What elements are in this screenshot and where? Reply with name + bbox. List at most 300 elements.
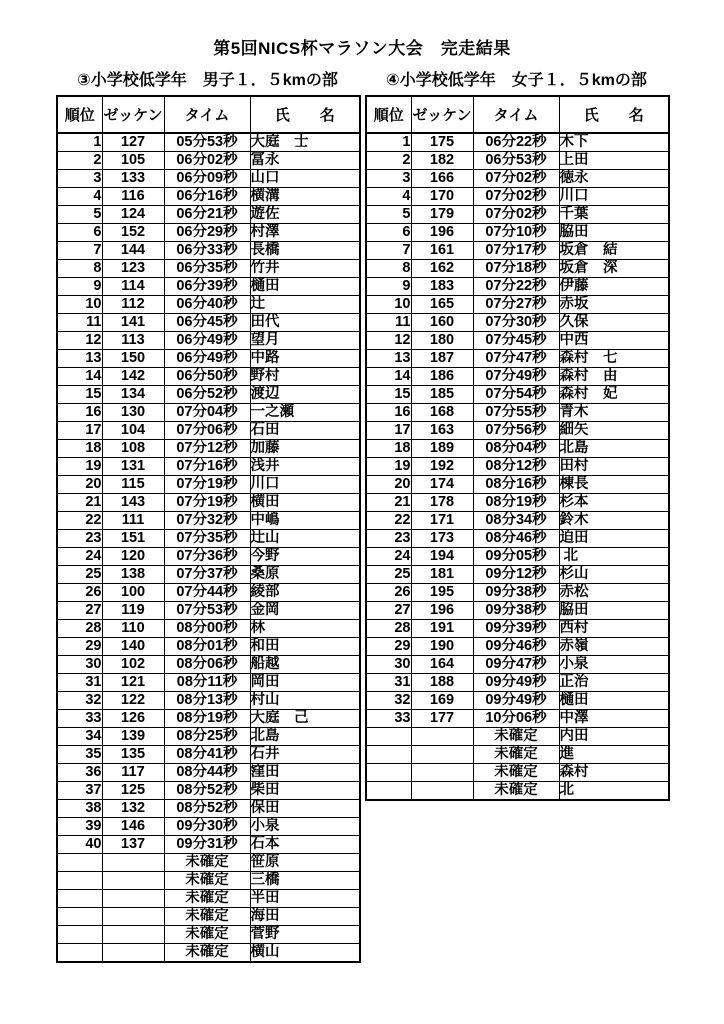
name-cell: 石田 (250, 422, 360, 440)
boys-table-header (57, 96, 360, 133)
result-row (366, 296, 669, 314)
rank-cell: 9 (366, 278, 411, 296)
girls-results-section (365, 70, 668, 801)
time-cell: 07分47秒 (473, 350, 559, 368)
name-cell: 迫田 (559, 530, 669, 548)
rank-cell: 20 (366, 476, 411, 494)
name-cell: 森村 妃 (559, 386, 669, 404)
time-cell: 未確定 (164, 944, 250, 963)
page-title: 第5回NICS杯マラソン大会 完走結果 (213, 39, 511, 58)
result-row (57, 764, 360, 782)
time-cell: 09分46秒 (473, 638, 559, 656)
name-cell: 森村 由 (559, 368, 669, 386)
time-cell: 06分52秒 (164, 386, 250, 404)
rank-cell: 3 (57, 170, 102, 188)
time-cell: 10分06秒 (473, 710, 559, 728)
bib-cell: 117 (102, 764, 164, 782)
time-cell: 08分34秒 (473, 512, 559, 530)
bib-cell: 151 (102, 530, 164, 548)
col-header-rank: 順位 (366, 96, 411, 133)
time-cell: 07分10秒 (473, 224, 559, 242)
name-cell: 辻 (250, 296, 360, 314)
name-cell: 大庭 士 (250, 133, 360, 152)
time-cell: 08分16秒 (473, 476, 559, 494)
bib-cell: 180 (411, 332, 473, 350)
rank-cell: 13 (57, 350, 102, 368)
name-cell: 杉山 (559, 566, 669, 584)
time-cell: 08分25秒 (164, 728, 250, 746)
rank-cell: 15 (57, 386, 102, 404)
time-cell: 07分30秒 (473, 314, 559, 332)
bib-cell: 139 (102, 728, 164, 746)
rank-cell: 11 (366, 314, 411, 332)
rank-cell: 33 (57, 710, 102, 728)
rank-cell: 29 (366, 638, 411, 656)
time-cell: 06分49秒 (164, 350, 250, 368)
bib-cell: 113 (102, 332, 164, 350)
name-cell: 冨永 (250, 152, 360, 170)
time-cell: 08分12秒 (473, 458, 559, 476)
name-cell: 進 (559, 746, 669, 764)
rank-cell: 25 (366, 566, 411, 584)
rank-cell: 31 (57, 674, 102, 692)
rank-cell: 12 (57, 332, 102, 350)
time-cell: 08分52秒 (164, 782, 250, 800)
bib-cell: 187 (411, 350, 473, 368)
rank-cell: 6 (57, 224, 102, 242)
bib-cell (102, 926, 164, 944)
time-cell: 09分12秒 (473, 566, 559, 584)
rank-cell: 27 (366, 602, 411, 620)
result-row (366, 260, 669, 278)
result-row (57, 133, 360, 152)
rank-cell: 26 (57, 584, 102, 602)
bib-cell (102, 872, 164, 890)
name-cell: 中西 (559, 332, 669, 350)
time-cell: 06分45秒 (164, 314, 250, 332)
name-cell: 林 (250, 620, 360, 638)
name-cell: 坂倉 結 (559, 242, 669, 260)
boys-results-section (56, 70, 359, 963)
time-cell: 08分13秒 (164, 692, 250, 710)
rank-cell: 38 (57, 800, 102, 818)
rank-cell: 5 (57, 206, 102, 224)
name-cell: 小泉 (559, 656, 669, 674)
result-row (366, 476, 669, 494)
bib-cell: 189 (411, 440, 473, 458)
bib-cell: 114 (102, 278, 164, 296)
rank-cell: 1 (57, 133, 102, 152)
time-cell: 07分16秒 (164, 458, 250, 476)
rank-cell: 34 (57, 728, 102, 746)
bib-cell: 152 (102, 224, 164, 242)
rank-cell: 28 (57, 620, 102, 638)
name-cell: 西村 (559, 620, 669, 638)
result-row (57, 620, 360, 638)
rank-cell: 11 (57, 314, 102, 332)
time-cell: 08分19秒 (473, 494, 559, 512)
result-row (57, 494, 360, 512)
result-row (57, 872, 360, 890)
time-cell: 未確定 (164, 926, 250, 944)
girls-results-table (365, 95, 670, 801)
time-cell: 07分02秒 (473, 188, 559, 206)
name-cell: 北 (559, 782, 669, 801)
rank-cell: 20 (57, 476, 102, 494)
time-cell: 08分04秒 (473, 440, 559, 458)
result-row (57, 548, 360, 566)
bib-cell: 183 (411, 278, 473, 296)
girls-table-body (366, 133, 669, 800)
rank-cell: 37 (57, 782, 102, 800)
time-cell: 06分50秒 (164, 368, 250, 386)
name-cell: 菅野 (250, 926, 360, 944)
bib-cell: 165 (411, 296, 473, 314)
bib-cell: 192 (411, 458, 473, 476)
name-cell: 徳永 (559, 170, 669, 188)
result-row (57, 566, 360, 584)
time-cell: 07分17秒 (473, 242, 559, 260)
girls-section-heading: ④小学校低学年 女子１．５kmの部 (386, 72, 647, 89)
result-row (57, 170, 360, 188)
rank-cell: 24 (366, 548, 411, 566)
result-row (57, 332, 360, 350)
rank-cell: 7 (57, 242, 102, 260)
name-cell: 森村 (559, 764, 669, 782)
boys-section-heading: ③小学校低学年 男子１．５kmの部 (77, 72, 338, 89)
rank-cell (57, 908, 102, 926)
bib-cell: 125 (102, 782, 164, 800)
result-row (57, 260, 360, 278)
time-cell: 06分09秒 (164, 170, 250, 188)
rank-cell: 2 (366, 152, 411, 170)
time-cell: 08分11秒 (164, 674, 250, 692)
rank-cell: 22 (57, 512, 102, 530)
result-row (366, 206, 669, 224)
bib-cell (411, 746, 473, 764)
time-cell: 未確定 (473, 782, 559, 801)
time-cell: 07分49秒 (473, 368, 559, 386)
rank-cell: 40 (57, 836, 102, 854)
time-cell: 07分27秒 (473, 296, 559, 314)
result-row (366, 692, 669, 710)
result-row (366, 710, 669, 728)
name-cell: 三橋 (250, 872, 360, 890)
bib-cell: 188 (411, 674, 473, 692)
result-row (366, 368, 669, 386)
bib-cell (411, 728, 473, 746)
bib-cell: 126 (102, 710, 164, 728)
header-row (366, 96, 669, 133)
time-cell: 07分19秒 (164, 476, 250, 494)
name-cell: 桑原 (250, 566, 360, 584)
result-row (366, 494, 669, 512)
time-cell: 06分21秒 (164, 206, 250, 224)
result-row (366, 638, 669, 656)
bib-cell: 160 (411, 314, 473, 332)
bib-cell: 132 (102, 800, 164, 818)
time-cell: 08分41秒 (164, 746, 250, 764)
rank-cell: 4 (366, 188, 411, 206)
boys-results-table (56, 95, 361, 963)
bib-cell: 102 (102, 656, 164, 674)
result-row (366, 350, 669, 368)
bib-cell: 105 (102, 152, 164, 170)
name-cell: 柴田 (250, 782, 360, 800)
time-cell: 07分12秒 (164, 440, 250, 458)
result-row (57, 296, 360, 314)
time-cell: 09分38秒 (473, 584, 559, 602)
time-cell: 07分53秒 (164, 602, 250, 620)
name-cell: 横田 (250, 494, 360, 512)
bib-cell: 163 (411, 422, 473, 440)
result-row (57, 512, 360, 530)
bib-cell (102, 854, 164, 872)
bib-cell: 185 (411, 386, 473, 404)
rank-cell: 16 (57, 404, 102, 422)
bib-cell: 141 (102, 314, 164, 332)
col-header-time: タイム (473, 96, 559, 133)
bib-cell (102, 908, 164, 926)
rank-cell: 39 (57, 818, 102, 836)
result-row (57, 350, 360, 368)
bib-cell: 173 (411, 530, 473, 548)
time-cell: 07分37秒 (164, 566, 250, 584)
result-row (57, 836, 360, 854)
rank-cell: 6 (366, 224, 411, 242)
bib-cell (102, 890, 164, 908)
time-cell: 07分22秒 (473, 278, 559, 296)
result-row (57, 386, 360, 404)
result-row (57, 152, 360, 170)
rank-cell: 32 (366, 692, 411, 710)
time-cell: 09分38秒 (473, 602, 559, 620)
name-cell: 鈴木 (559, 512, 669, 530)
result-row (366, 566, 669, 584)
rank-cell: 31 (366, 674, 411, 692)
time-cell: 06分29秒 (164, 224, 250, 242)
name-cell: 村山 (250, 692, 360, 710)
time-cell: 08分01秒 (164, 638, 250, 656)
bib-cell: 161 (411, 242, 473, 260)
time-cell: 06分33秒 (164, 242, 250, 260)
bib-cell: 177 (411, 710, 473, 728)
col-header-bib: ゼッケン (102, 96, 164, 133)
result-row (57, 782, 360, 800)
result-row (57, 602, 360, 620)
name-cell: 岡田 (250, 674, 360, 692)
result-row (57, 710, 360, 728)
time-cell: 07分56秒 (473, 422, 559, 440)
result-row (57, 800, 360, 818)
rank-cell (366, 782, 411, 801)
time-cell: 07分18秒 (473, 260, 559, 278)
bib-cell: 138 (102, 566, 164, 584)
result-row (366, 422, 669, 440)
col-header-time: タイム (164, 96, 250, 133)
rank-cell: 8 (366, 260, 411, 278)
header-row (57, 96, 360, 133)
name-cell: 綾部 (250, 584, 360, 602)
col-header-rank: 順位 (57, 96, 102, 133)
rank-cell (57, 926, 102, 944)
result-row (57, 368, 360, 386)
rank-cell: 7 (366, 242, 411, 260)
result-row (57, 926, 360, 944)
name-cell: 船越 (250, 656, 360, 674)
name-cell: 笹原 (250, 854, 360, 872)
result-row (366, 656, 669, 674)
rank-cell: 16 (366, 404, 411, 422)
bib-cell: 150 (102, 350, 164, 368)
result-row (366, 404, 669, 422)
name-cell: 望月 (250, 332, 360, 350)
result-row (57, 692, 360, 710)
rank-cell (366, 764, 411, 782)
rank-cell: 28 (366, 620, 411, 638)
name-cell: 中澤 (559, 710, 669, 728)
bib-cell (411, 764, 473, 782)
bib-cell: 112 (102, 296, 164, 314)
result-row (366, 602, 669, 620)
results-tables-wrap (0, 70, 724, 963)
rank-cell: 5 (366, 206, 411, 224)
result-row (366, 548, 669, 566)
result-row (366, 764, 669, 782)
name-cell: 細矢 (559, 422, 669, 440)
bib-cell: 119 (102, 602, 164, 620)
result-row (366, 386, 669, 404)
name-cell: 内田 (559, 728, 669, 746)
bib-cell: 182 (411, 152, 473, 170)
name-cell: 野村 (250, 368, 360, 386)
name-cell: 上田 (559, 152, 669, 170)
name-cell: 加藤 (250, 440, 360, 458)
result-row (57, 314, 360, 332)
time-cell: 09分05秒 (473, 548, 559, 566)
result-row (57, 746, 360, 764)
result-row (57, 242, 360, 260)
boys-table-body (57, 133, 360, 962)
bib-cell: 142 (102, 368, 164, 386)
bib-cell: 131 (102, 458, 164, 476)
name-cell: 窪田 (250, 764, 360, 782)
bib-cell: 195 (411, 584, 473, 602)
bib-cell: 175 (411, 133, 473, 152)
rank-cell: 14 (366, 368, 411, 386)
col-header-bib: ゼッケン (411, 96, 473, 133)
girls-table-header (366, 96, 669, 133)
name-cell: 赤坂 (559, 296, 669, 314)
rank-cell: 15 (366, 386, 411, 404)
name-cell: 赤松 (559, 584, 669, 602)
rank-cell: 8 (57, 260, 102, 278)
time-cell: 06分39秒 (164, 278, 250, 296)
time-cell: 未確定 (164, 872, 250, 890)
bib-cell: 120 (102, 548, 164, 566)
rank-cell: 10 (366, 296, 411, 314)
name-cell: 森村 七 (559, 350, 669, 368)
result-row (57, 638, 360, 656)
rank-cell: 30 (366, 656, 411, 674)
name-cell: 今野 (250, 548, 360, 566)
result-row (366, 458, 669, 476)
rank-cell: 23 (57, 530, 102, 548)
name-cell: 杉本 (559, 494, 669, 512)
result-row (366, 674, 669, 692)
name-cell: 脇田 (559, 224, 669, 242)
rank-cell: 4 (57, 188, 102, 206)
col-header-name: 氏 名 (559, 96, 669, 133)
name-cell: 中路 (250, 350, 360, 368)
result-row (366, 314, 669, 332)
name-cell: 千葉 (559, 206, 669, 224)
result-row (366, 152, 669, 170)
name-cell: 辻山 (250, 530, 360, 548)
bib-cell: 166 (411, 170, 473, 188)
result-row (57, 458, 360, 476)
time-cell: 未確定 (164, 908, 250, 926)
name-cell: 正治 (559, 674, 669, 692)
rank-cell (57, 854, 102, 872)
rank-cell: 13 (366, 350, 411, 368)
time-cell: 09分49秒 (473, 674, 559, 692)
bib-cell: 134 (102, 386, 164, 404)
rank-cell (57, 890, 102, 908)
name-cell: 保田 (250, 800, 360, 818)
result-row (366, 782, 669, 801)
bib-cell: 171 (411, 512, 473, 530)
rank-cell: 17 (57, 422, 102, 440)
result-row (366, 728, 669, 746)
result-row (366, 620, 669, 638)
rank-cell: 9 (57, 278, 102, 296)
rank-cell: 25 (57, 566, 102, 584)
name-cell: 木下 (559, 133, 669, 152)
bib-cell (411, 782, 473, 801)
rank-cell: 17 (366, 422, 411, 440)
time-cell: 07分36秒 (164, 548, 250, 566)
bib-cell: 164 (411, 656, 473, 674)
time-cell: 07分02秒 (473, 170, 559, 188)
bib-cell: 140 (102, 638, 164, 656)
bib-cell: 186 (411, 368, 473, 386)
time-cell: 09分49秒 (473, 692, 559, 710)
time-cell: 08分19秒 (164, 710, 250, 728)
bib-cell (102, 944, 164, 963)
result-row (57, 584, 360, 602)
rank-cell: 22 (366, 512, 411, 530)
bib-cell: 196 (411, 602, 473, 620)
time-cell: 07分45秒 (473, 332, 559, 350)
result-row (57, 476, 360, 494)
name-cell: 横山 (250, 944, 360, 963)
name-cell: 伊藤 (559, 278, 669, 296)
bib-cell: 116 (102, 188, 164, 206)
rank-cell: 36 (57, 764, 102, 782)
bib-cell: 191 (411, 620, 473, 638)
rank-cell: 23 (366, 530, 411, 548)
name-cell: 青木 (559, 404, 669, 422)
rank-cell: 33 (366, 710, 411, 728)
bib-cell: 104 (102, 422, 164, 440)
name-cell: 脇田 (559, 602, 669, 620)
result-row (57, 188, 360, 206)
time-cell: 06分35秒 (164, 260, 250, 278)
name-cell: 北 (559, 548, 669, 566)
bib-cell: 108 (102, 440, 164, 458)
name-cell: 川口 (559, 188, 669, 206)
